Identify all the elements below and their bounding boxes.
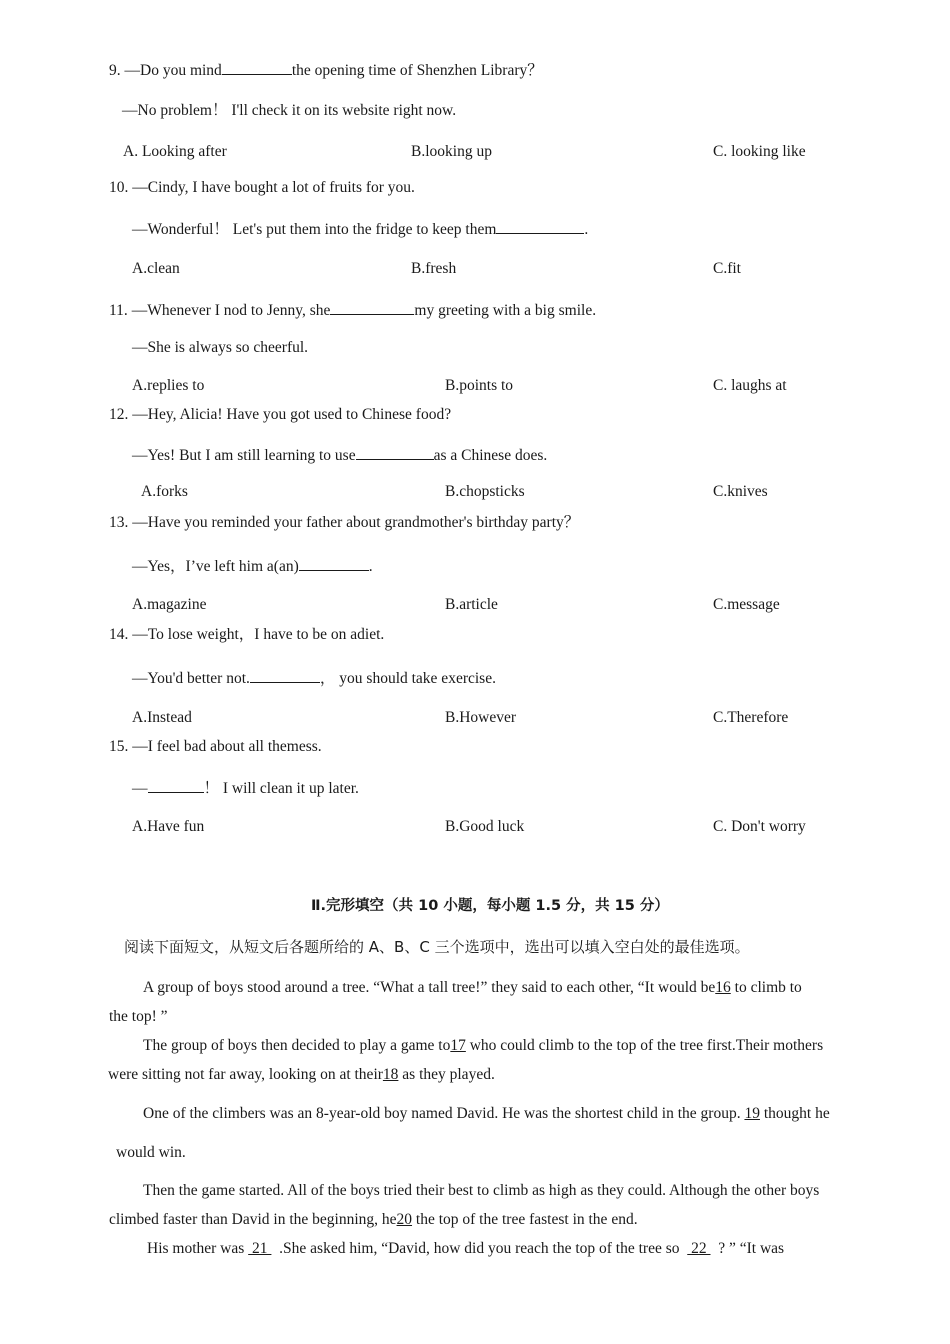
reply-text: .	[368, 558, 373, 575]
question-14-reply	[132, 667, 496, 689]
answer-blank[interactable]	[356, 444, 434, 460]
question-11-prompt	[109, 299, 596, 321]
reply-text: —	[132, 780, 148, 797]
blank-20[interactable]: 20	[396, 1211, 413, 1228]
question-13-prompt	[109, 513, 579, 533]
question-14-option-a[interactable]: A.Instead	[132, 709, 192, 726]
passage-text: One of the climbers was an 8-year-old boy named David. He was the shortest child in the group.	[143, 1105, 745, 1122]
prompt-text: —Whenever I nod to Jenny, she	[131, 302, 331, 319]
passage-text: who could climb to the top of the tree first.Their mothers	[465, 1037, 824, 1054]
question-12-reply	[132, 444, 547, 466]
reply-text: .	[584, 221, 589, 238]
question-15-option-c[interactable]: C. Don't worry	[713, 818, 806, 835]
passage-line	[109, 1210, 638, 1230]
answer-blank[interactable]	[330, 299, 414, 315]
passage-text: the top of the tree fastest in the end.	[412, 1211, 638, 1228]
passage-line: the top! ”	[109, 1008, 168, 1025]
section-instruction: 阅读下面短文，从短文后各题所给的 A、B、C 三个选项中，选出可以填入空白处的最佳选项。	[124, 938, 750, 956]
passage-text: were sitting not far away, looking on at their	[108, 1066, 383, 1083]
question-9-reply: —No problem！ I'll check it on its website right now.	[122, 102, 457, 119]
prompt-text: —To lose weight，I have to be on adiet.	[132, 626, 385, 643]
question-12-prompt	[109, 405, 451, 425]
question-13-reply	[132, 555, 373, 577]
blank-18[interactable]: 18	[382, 1066, 399, 1083]
question-10-option-c[interactable]: C.fit	[713, 260, 741, 277]
passage-text: as they played.	[398, 1066, 495, 1083]
passage-text: thought he	[759, 1105, 830, 1122]
passage-line	[108, 1065, 495, 1085]
question-15-option-b[interactable]: B.Good luck	[445, 818, 525, 835]
reply-text: —Yes，I’ve left him a(an)	[132, 558, 299, 575]
question-12-option-c[interactable]: C.knives	[713, 483, 768, 500]
question-number: 14.	[109, 626, 129, 643]
blank-22[interactable]: 22	[687, 1240, 711, 1257]
question-number: 11.	[109, 302, 128, 319]
reply-text: as a Chinese does.	[433, 447, 548, 464]
passage-text: His mother was	[147, 1240, 249, 1257]
question-13-option-c[interactable]: C.message	[713, 596, 780, 613]
reply-text: —Wonderful！ Let's put them into the fridge to keep them	[132, 221, 497, 238]
question-14-option-c[interactable]: C.Therefore	[713, 709, 789, 726]
prompt-text: —Cindy, I have bought a lot of fruits for you.	[132, 179, 415, 196]
question-10-option-b[interactable]: B.fresh	[411, 260, 457, 277]
answer-blank[interactable]	[250, 667, 320, 683]
question-12-option-b[interactable]: B.chopsticks	[445, 483, 525, 500]
question-9-option-b[interactable]: B.looking up	[411, 143, 492, 160]
passage-line	[143, 1036, 823, 1056]
question-10-prompt	[109, 178, 415, 198]
blank-17[interactable]: 17	[450, 1037, 466, 1054]
question-11-option-a[interactable]: A.replies to	[132, 377, 205, 394]
blank-21[interactable]: 21	[248, 1240, 272, 1257]
question-13-option-a[interactable]: A.magazine	[132, 596, 207, 613]
question-9-prompt	[109, 59, 543, 81]
question-15-reply	[132, 777, 359, 799]
question-15-option-a[interactable]: A.Have fun	[132, 818, 205, 835]
question-12-option-a[interactable]: A.forks	[141, 483, 188, 500]
answer-blank[interactable]	[496, 218, 584, 234]
passage-line	[143, 1104, 830, 1124]
passage-line: would win.	[116, 1144, 186, 1161]
question-11-option-c[interactable]: C. laughs at	[713, 377, 787, 394]
question-9-option-a[interactable]: A. Looking after	[123, 143, 227, 160]
passage-text: The group of boys then decided to play a game to	[143, 1037, 451, 1054]
prompt-text: —I feel bad about all themess.	[132, 738, 322, 755]
question-number: 15.	[109, 738, 129, 755]
passage-line	[143, 978, 802, 998]
question-9-option-c[interactable]: C. looking like	[713, 143, 806, 160]
question-13-option-b[interactable]: B.article	[445, 596, 498, 613]
section-title: Ⅱ.完形填空（共 10 小题，每小题 1.5 分，共 15 分）	[311, 898, 669, 914]
passage-text: .She asked him, “David, how did you reach the top of the tree so	[271, 1240, 688, 1257]
passage-text: to climb to	[730, 979, 802, 996]
passage-text: ? ” “It was	[710, 1240, 785, 1257]
question-14-prompt	[109, 625, 384, 645]
answer-blank[interactable]	[148, 777, 204, 793]
question-14-option-b[interactable]: B.However	[445, 709, 517, 726]
question-number: 10.	[109, 179, 129, 196]
prompt-text: my greeting with a big smile.	[414, 302, 597, 319]
question-15-prompt	[109, 737, 322, 757]
reply-text: —You'd better not.	[132, 670, 250, 687]
answer-blank[interactable]	[299, 555, 369, 571]
question-11-reply: —She is always so cheerful.	[132, 339, 309, 356]
blank-19[interactable]: 19	[744, 1105, 760, 1122]
prompt-text: —Hey, Alicia! Have you got used to Chinese food?	[132, 406, 452, 423]
reply-text: —Yes! But I am still learning to use	[132, 447, 356, 464]
prompt-text: the opening time of Shenzhen Library？	[291, 62, 543, 79]
prompt-text: —Have you reminded your father about grandmother's birthday party？	[132, 514, 580, 531]
question-10-option-a[interactable]: A.clean	[132, 260, 180, 277]
question-number: 13.	[109, 514, 129, 531]
passage-line	[147, 1239, 784, 1259]
prompt-text: —Do you mind	[124, 62, 222, 79]
reply-text: ！ I will clean it up later.	[203, 780, 359, 797]
question-10-reply	[132, 218, 588, 240]
reply-text: ， you should take exercise.	[319, 670, 496, 687]
blank-16[interactable]: 16	[715, 979, 731, 996]
passage-text: A group of boys stood around a tree. “What a tall tree!” they said to each other, “It would be	[143, 979, 716, 996]
answer-blank[interactable]	[222, 59, 292, 75]
passage-line: Then the game started. All of the boys tried their best to climb as high as they could. Although the other boys	[143, 1182, 820, 1199]
question-11-option-b[interactable]: B.points to	[445, 377, 514, 394]
passage-text: climbed faster than David in the beginning, he	[109, 1211, 397, 1228]
question-number: 9.	[109, 62, 121, 79]
question-number: 12.	[109, 406, 129, 423]
